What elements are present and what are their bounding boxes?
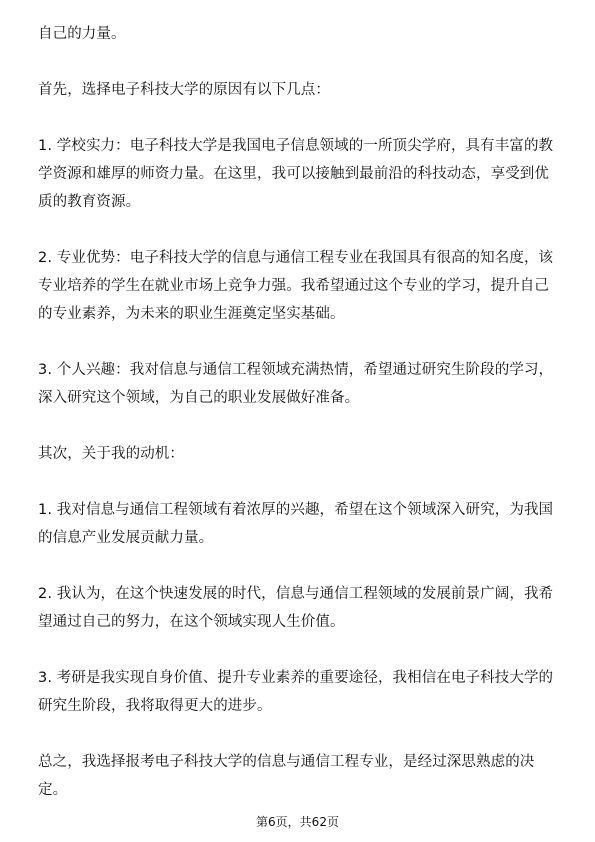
paragraph: 首先，选择电子科技大学的原因有以下几点： — [38, 82, 330, 98]
paragraph: 其次，关于我的动机： — [38, 446, 184, 462]
paragraph: 3. 考研是我实现自身价值、提升专业素养的重要途径，我相信在电子科技大学的研究生阶段，我将取得更大的进步。 — [38, 670, 554, 714]
paragraph-gap — [38, 720, 560, 748]
paragraph: 自己的力量。 — [38, 26, 126, 42]
paragraph-gap — [38, 328, 560, 356]
paragraph-gap — [38, 216, 560, 244]
paragraph: 1. 我对信息与通信工程领域有着浓厚的兴趣，希望在这个领域深入研究，为我国的信息产业发展贡献力量。 — [38, 502, 554, 546]
paragraph-gap — [38, 552, 560, 580]
paragraph: 1. 学校实力：电子科技大学是我国电子信息领域的一所顶尖学府，具有丰富的教学资源和雄厚的师资力量。在这里，我可以接触到最前沿的科技动态，享受到优质的教育资源。 — [38, 138, 554, 210]
paragraph: 2. 我认为，在这个快速发展的时代，信息与通信工程领域的发展前景广阔，我希望通过自己的努力，在这个领域实现人生价值。 — [38, 586, 554, 630]
page-number: 第6页，共62页 — [256, 815, 339, 829]
paragraph: 3. 个人兴趣：我对信息与通信工程领域充满热情，希望通过研究生阶段的学习，深入研究这个领域，为自己的职业发展做好准备。 — [38, 362, 554, 406]
paragraph-gap — [38, 468, 560, 496]
paragraph-gap — [38, 636, 560, 664]
paragraph-gap — [38, 412, 560, 440]
paragraph: 2. 专业优势：电子科技大学的信息与通信工程专业在我国具有很高的知名度，该专业培养的学生在就业市场上竞争力强。我希望通过这个专业的学习，提升自己的专业素养，为未来的职业生涯奠定坚实基础。 — [38, 250, 554, 322]
paragraph: 总之，我选择报考电子科技大学的信息与通信工程专业，是经过深思熟虑的决定。 — [38, 754, 535, 798]
document-body — [38, 20, 560, 804]
paragraph-gap — [38, 48, 560, 76]
paragraph-gap — [38, 104, 560, 132]
